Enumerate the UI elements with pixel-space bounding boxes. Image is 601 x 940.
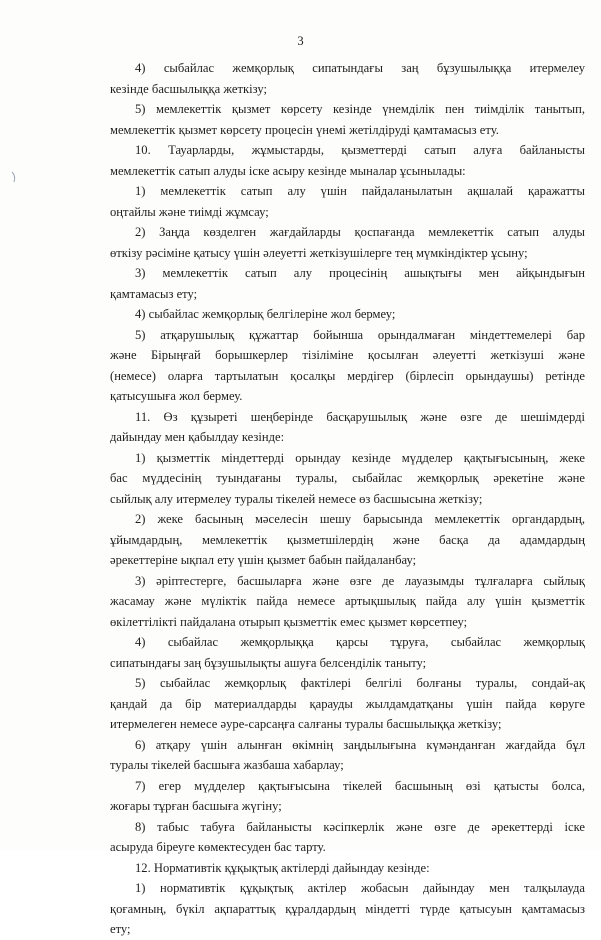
text-line: әрекеттеріне ықпал ету үшін қызмет бабын пайдаланбау; [110, 553, 417, 567]
text-line: 4) сыбайлас жемқорлық белгілеріне жол бермеу; [135, 307, 396, 321]
page-number: 3 [297, 34, 304, 48]
text-line: және Бірыңғай борышкерлер тізіліміне қосылған әлеуетті жеткізуші және [110, 348, 585, 362]
text-line: 3) әріптестерге, басшыларға және өзге де лауазымды тұлғаларға сыйлық [135, 573, 585, 588]
text-line: асыруда біреуге көмектесуден бас тарту. [110, 840, 326, 854]
text-line: сыйлық алу итермелеу туралы тікелей немесе өз басшысына жеткізу; [110, 491, 483, 506]
text-line: мемлекеттік сатып алуды іске асыру кезінде мыналар ұсынылады: [110, 163, 466, 178]
text-line: итермелеген немесе әуре-сарсаңға салғаны туралы басшылыққа жеткізу; [110, 717, 502, 731]
text-line: 5) сыбайлас жемқорлық фактілері белгілі болғаны туралы, сондай-ақ [135, 676, 585, 690]
text-line: 2) жеке басының мәселесін шешу барысында мемлекеттік органдардың, [135, 512, 585, 526]
text-line: дайындау мен қабылдау кезінде: [110, 430, 285, 444]
text-line: 6) атқару үшін алынған өкімнің заңдылығына күмәнданған жағдайда бұл [135, 737, 585, 752]
text-line: 1) қызметтік міндеттерді орындау кезінде мүдделер қақтығысының, жеке [135, 450, 585, 465]
text-line: өкілеттілікті пайдалана отырып қызметтік емес қызмет көрсетпеу; [110, 614, 468, 629]
text-line: 3) мемлекеттік сатып алу процесінің ашықтығы мен айқындығын [135, 266, 585, 280]
text-line: сипатындағы заң бұзушылықты ашуға белсенділік таныту; [110, 655, 427, 670]
text-line: (немесе) оларға тартылатын қосалқы мердігер (бірлесіп орындаушы) ретінде [110, 368, 585, 383]
text-line: жоғары тұрған басшыға жүгіну; [110, 799, 282, 813]
text-line: 11. Өз құзыреті шеңберінде басқарушылық және өзге де шешімдерді [135, 409, 585, 424]
text-line: қатысушыға жол бермеу. [110, 389, 243, 403]
body-text [110, 58, 585, 940]
text-line: 1) нормативтік құқықтық актілер жобасын дайындау мен талқылауда [135, 881, 585, 895]
text-line: 12. Нормативтік құқықтық актілерді дайындау кезінде: [135, 860, 430, 875]
text-line: қоғамның, бүкіл ақпараттық құралдардың міндетті түрде қатысуын қамтамасыз [110, 901, 585, 916]
text-line: 4) сыбайлас жемқорлық сипатындағы заң бұзушылыққа итермелеу [135, 61, 585, 75]
text-line: кезінде басшылыққа жеткізу; [110, 81, 267, 96]
text-line: туралы тікелей басшыға жазбаша хабарлау; [110, 758, 344, 772]
text-line: 10. Тауарларды, жұмыстарды, қызметтерді сатып алуға байланысты [135, 143, 585, 157]
margin-pen-mark-icon [10, 170, 22, 184]
text-line: өткізу рәсіміне қатысу үшін әлеуетті жеткізушілерге тең мүмкіндіктер ұсыну; [110, 245, 528, 260]
text-line: 1) мемлекеттік сатып алу үшін пайдаланылатын ақшалай қаражатты [135, 184, 585, 198]
text-line: жасамау және мүліктік пайда немесе артықшылық пайда алу үшін қызметтік [110, 594, 585, 608]
text-line: 4) сыбайлас жемқорлыққа қарсы тұруға, сыбайлас жемқорлық [135, 635, 585, 649]
text-line: оңтайлы және тиімді жұмсау; [110, 204, 269, 219]
text-line: 2) Заңда көзделген жағдайларды қоспағанда мемлекеттік сатып алуды [135, 225, 585, 239]
text-line: 5) атқарушылық құжаттар бойынша орындалмаған міндеттемелері бар [135, 327, 585, 342]
text-line: қандай да бір материалдарды қарауды жылдамдатқаны үшін пайда көруге [110, 696, 585, 711]
text-line: бас мүддесінің туындағаны туралы, сыбайлас жемқорлық әрекетіне және [110, 471, 585, 485]
text-line: 7) егер мүдделер қақтығысына тікелей басшының өзі қатысты болса, [135, 778, 585, 793]
text-line: ету; [110, 922, 131, 936]
text-line: ұйымдардың, мемлекеттік қызметшілердің және басқа да адамдардың [110, 532, 585, 547]
text-line: 8) табыс табуға байланысты кәсіпкерлік және өзге де әрекеттерді іске [135, 819, 585, 834]
text-line: 5) мемлекеттік қызмет көрсету кезінде үнемділік пен тиімділік танытып, [135, 102, 585, 116]
text-line: мемлекеттік қызмет көрсету процесін үнемі жетілдіруді қамтамасыз ету. [110, 122, 499, 137]
text-line: қамтамасыз ету; [110, 286, 198, 301]
